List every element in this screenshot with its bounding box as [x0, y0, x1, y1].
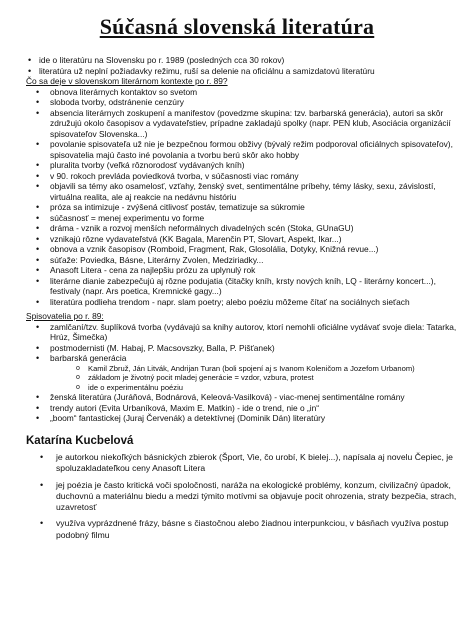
section-heading-kucbelova: Katarína Kucbelová	[26, 434, 134, 447]
list-item: • ide o literatúru na Slovensku po r. 1989 (posledných cca 30 rokov)	[26, 55, 466, 66]
list-item: • próza sa intimizuje - zvýšená citlivosť postáv, tematizuje sa súkromie	[26, 202, 466, 213]
list-item: • obnova literárnych kontaktov so svetom	[26, 87, 466, 98]
document-body	[26, 55, 466, 546]
context-list	[26, 87, 466, 308]
list-item: • literárne dianie zabezpečujú aj rôzne podujatia (čitačky kníh, krsty nových kníh, LQ - literárny koncert...), festivaly (napr. Ars poetica, Kremnické gagy...)	[26, 276, 466, 297]
list-item	[26, 353, 466, 392]
list-item: • dráma - vznik a rozvoj menších neformálnych divadelných scén (Stoka, GUnaGU)	[26, 223, 466, 234]
list-item: • povolanie spisovateľa už nie je bezpečnou formou obživy (bývalý režim podporoval oficiálnych spisovateľov), spisovatelia majú často iné povolania a tvorbu berú skôr ako hobby	[26, 139, 466, 160]
list-item: • ženská literatúra (Juráňová, Bodnárová, Keleová-Vasilková) - viac-menej sentimentálne romány	[26, 392, 466, 403]
list-item: • trendy autori (Evita Urbaníková, Maxim E. Matkin) - ide o trend, nie o „in“	[26, 403, 466, 414]
list-item: • vznikajú rôzne vydavateľstvá (KK Bagala, Marenčin PT, Slovart, Aspekt, Ikar...)	[26, 234, 466, 245]
list-item: • pluralita tvorby (veľká rôznorodosť vydávaných kníh)	[26, 160, 466, 171]
list-item: • využíva vyprázdnené frázy, básne s čiastočnou alebo žiadnou interpunkciou, v básňach využíva postup podobný filmu	[26, 518, 466, 540]
sub-list-item: o Kamil Zbruž, Ján Litvák, Andrijan Turan (boli spojení aj s Ivanom Koleničom a Jozefom Urbanom)	[50, 364, 466, 374]
barbarska-label: barbarská generácia	[50, 353, 127, 363]
list-item: • obnova a vznik časopisov (Romboid, Fragment, Rak, Glosolália, Dotyky, Knižná revue...)	[26, 244, 466, 255]
list-item: • zamlčaní/tzv. šuplíková tvorba (vydávajú sa knihy autorov, ktorí nemohli oficiálne vydávať svoje diela: Tatarka, Hrúz, Šimečka)	[26, 322, 466, 343]
list-item: • jej poézia je často kritická voči spoločnosti, naráža na ekologické problémy, konzum, civilizačný úpadok, duchovnú a materiálnu biedu a medzi týmito motívmi sa objavuje pocit ohrozenia, straty bezpečia, strach, uzavretosť	[26, 480, 466, 514]
barbarska-sublist	[50, 364, 466, 393]
intro-list	[26, 55, 466, 76]
list-item: • absencia literárnych zoskupení a manifestov (povedzme skupina: tzv. barbarská generácia), autori sa skôr združujú okolo časopisov a vydavateľstiev, prípadne zakladajú spolky (napr. PEN klub, Asociácia organizácií spisovateľov Slovenska...)	[26, 108, 466, 140]
list-item: • objavili sa témy ako osamelosť, vzťahy, ženský svet, sentimentálne príbehy, témy lásky, sexu, závislostí, virtuálna realita, ale aj reakcie na nedávnu históriu	[26, 181, 466, 202]
list-item: • literatúra už neplní požiadavky režimu, ruší sa delenie na oficiálnu a samizdatovú literatúru	[26, 66, 466, 77]
list-item: • súčasnosť = menej experimentu vo forme	[26, 213, 466, 224]
list-item: • Anasoft Litera - cena za najlepšiu prózu za uplynulý rok	[26, 265, 466, 276]
list-item: • je autorkou niekoľkých básnických zbierok (Šport, Vie, čo urobí, K bielej...), napísala aj novelu Čepiec, je spoluzakladateľkou ceny Anasoft Litera	[26, 452, 466, 474]
list-item: • „boom“ fantastickej (Juraj Červenák) a detektívnej (Dominik Dán) literatúry	[26, 413, 466, 424]
list-item: • literatúra podlieha trendom - napr. slam poetry; alebo poéziu môžeme čítať na sociálnych sieťach	[26, 297, 466, 308]
sub-list-item: o ide o experimentálnu poéziu	[50, 383, 466, 393]
document-title: Súčasná slovenská literatúra	[99, 14, 375, 39]
spisovatelia-heading: Spisovatelia po r. 89:	[26, 311, 104, 321]
list-item: • sloboda tvorby, odstránenie cenzúry	[26, 97, 466, 108]
list-item: • v 90. rokoch prevláda poviedková tvorba, v súčasnosti viac romány	[26, 171, 466, 182]
list-item: • postmodernisti (M. Habaj, P. Macsovszky, Balla, P. Pišťanek)	[26, 343, 466, 354]
list-item: • súťaže: Poviedka, Básne, Literárny Zvolen, Medziriadky...	[26, 255, 466, 266]
spisovatelia-list	[26, 322, 466, 424]
context-heading: Čo sa deje v slovenskom literárnom kontexte po r. 89?	[26, 76, 228, 86]
sub-list-item: o základom je životný pocit mladej generácie = vzdor, vzbura, protest	[50, 373, 466, 383]
kucbelova-list	[26, 452, 466, 540]
